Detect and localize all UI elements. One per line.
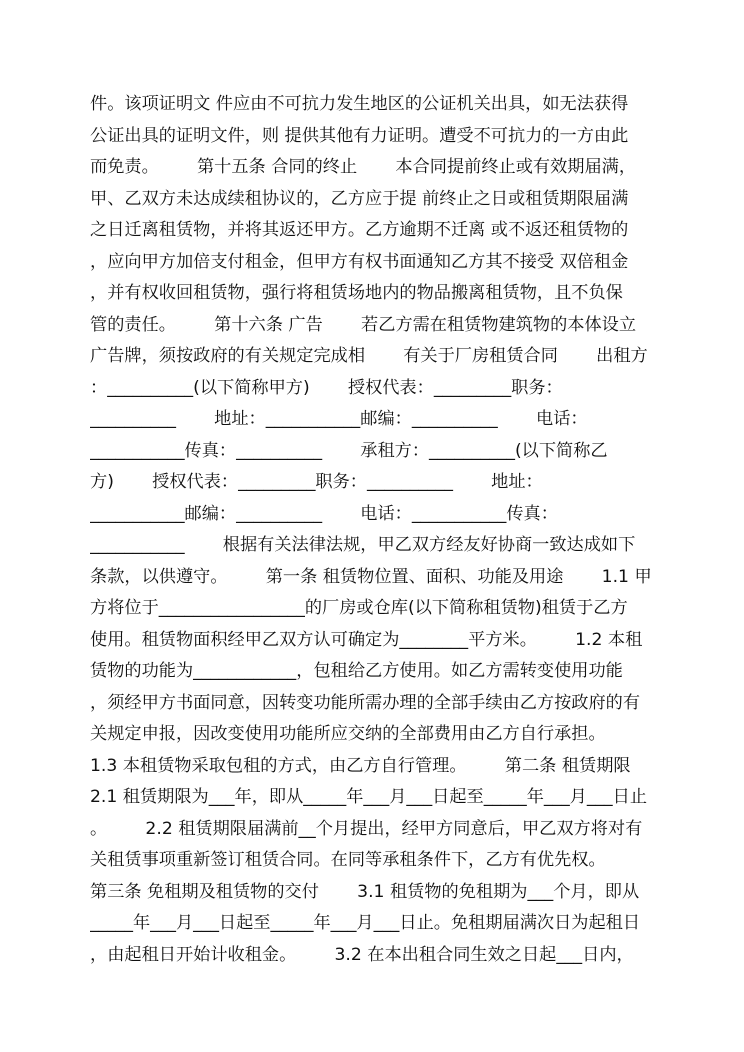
text-line: 赁物的功能为____________，包租给乙方使用。如乙方需转变使用功能: [90, 661, 623, 681]
text-line: 公证出具的证明文件，则 提供其他有力证明。遭受不可抗力的一方由此: [90, 125, 629, 146]
text-line: ___________邮编：__________ 电话：___________传真：: [90, 503, 558, 524]
text-line: 关规定申报，因改变使用功能所应交纳的全部费用由乙方自行承担。: [90, 724, 606, 744]
text-line: 第三条 免租期及租赁物的交付 3.1 租赁物的免租期为___个月，即从: [90, 881, 640, 902]
text-line: ，并有权收回租赁物，强行将租赁场地内的物品搬离租赁物，且不负保: [90, 283, 623, 303]
text-line: ___________传真：__________ 承租方：__________(以下简称乙: [90, 440, 608, 461]
text-line: 方将位于_________________的厂房或仓库(以下简称租赁物)租赁于乙方: [90, 598, 628, 618]
text-line: 关租赁事项重新签订租赁合同。在同等承租条件下，乙方有优先权。: [90, 850, 606, 870]
text-line: 方) 授权代表：_________职务：__________ 地址：: [90, 472, 543, 492]
text-line: ：__________(以下简称甲方) 授权代表：_________职务：: [90, 377, 563, 398]
contract-body-text: [90, 89, 660, 971]
text-line: ，须经甲方书面同意，因转变功能所需办理的全部手续由乙方按政府的有: [90, 692, 641, 713]
text-line: 条款，以供遵守。 第一条 租赁物位置、面积、功能及用途 1.1 甲: [90, 566, 652, 587]
text-line: 管的责任。 第十六条 广告 若乙方需在租赁物建筑物的本体设立: [90, 314, 637, 335]
text-line: ，应向甲方加倍支付租金，但甲方有权书面通知乙方其不接受 双倍租金: [90, 251, 629, 272]
text-line: 甲、乙双方未达成续租协议的，乙方应于提 前终止之日或租赁期限届满: [90, 188, 629, 209]
text-line: ___________ 根据有关法律法规，甲乙双方经友好协商一致达成如下: [90, 535, 636, 555]
text-line: 1.3 本租赁物采取包租的方式，由乙方自行管理。 第二条 租赁期限: [90, 755, 631, 776]
text-line: ，由起租日开始计收租金。 3.2 在本出租合同生效之日起___日内，: [90, 944, 634, 965]
text-line: 广告牌，须按政府的有关规定完成相 有关于厂房租赁合同 出租方: [90, 346, 648, 366]
text-line: 而免责。 第十五条 合同的终止 本合同提前终止或有效期届满，: [90, 157, 637, 177]
text-line: _____年___月___日起至_____年___月___日止。免租期届满次日为起租日: [90, 913, 641, 933]
text-line: 件。该项证明文 件应由不可抗力发生地区的公证机关出具，如无法获得: [90, 94, 629, 114]
text-line: 。 2.2 租赁期限届满前__个月提出，经甲方同意后，甲乙双方将对有: [90, 818, 643, 839]
text-line: __________ 地址：___________邮编：__________ 电话：: [90, 409, 588, 429]
text-line: 使用。租赁物面积经甲乙双方认可确定为________平方米。 1.2 本租: [90, 629, 643, 650]
text-line: 2.1 租赁期限为___年，即从_____年___月___日起至_____年___月___日止: [90, 787, 648, 807]
text-line: 之日迁离租赁物，并将其返还甲方。乙方逾期不迁离 或不返还租赁物的: [90, 220, 629, 240]
